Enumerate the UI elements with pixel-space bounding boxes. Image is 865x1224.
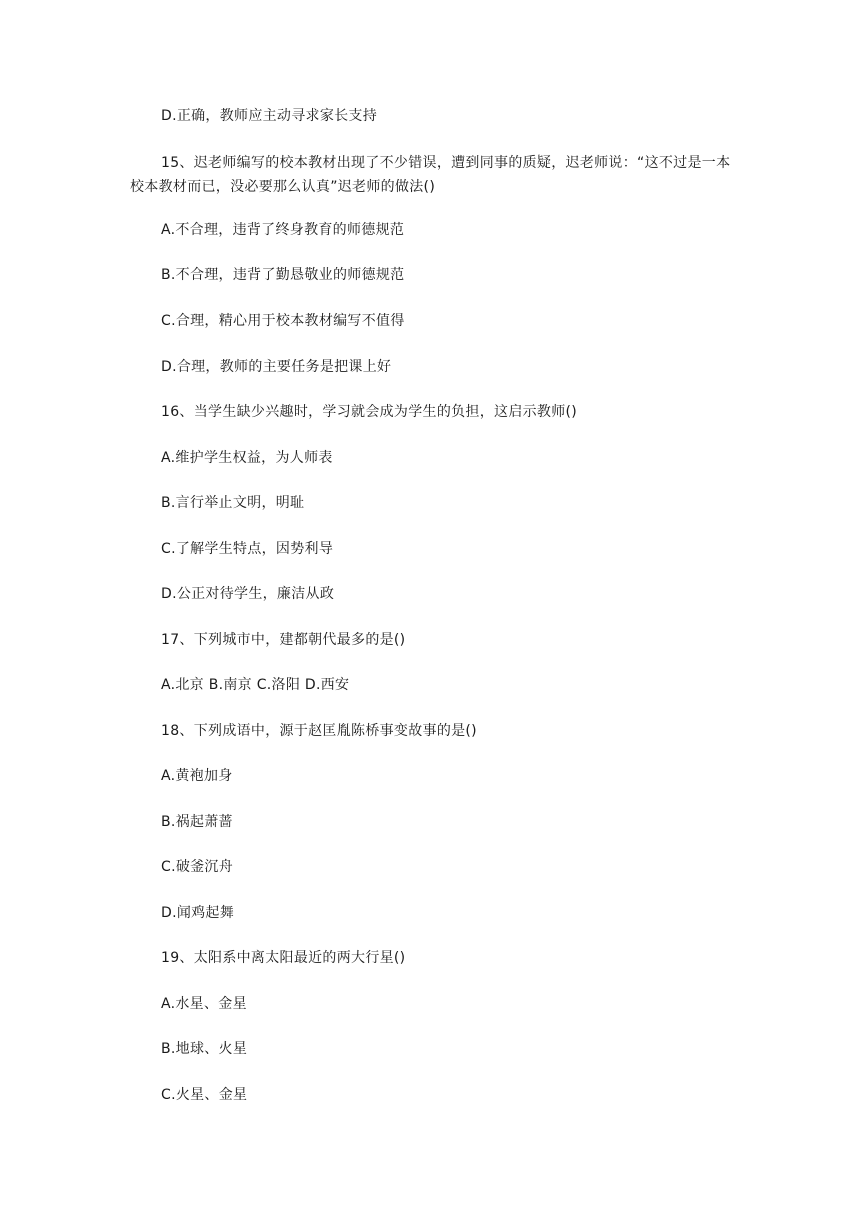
q15-question: 15、迟老师编写的校本教材出现了不少错误，遭到同事的质疑，迟老师说：“这不过是一本校本教材而已，没必要那么认真”迟老师的做法() bbox=[130, 155, 731, 195]
q18-option-c: C.破釜沉舟 bbox=[161, 859, 234, 875]
q14-option-d: D.正确，教师应主动寻求家长支持 bbox=[161, 108, 378, 124]
q18-option-b: B.祸起萧蔷 bbox=[161, 814, 233, 830]
q16-option-a: A.维护学生权益，为人师表 bbox=[161, 450, 333, 466]
q19-option-c: C.火星、金星 bbox=[161, 1087, 248, 1103]
q16-option-c: C.了解学生特点，因势利导 bbox=[161, 541, 334, 557]
q19-option-a: A.水星、金星 bbox=[161, 996, 247, 1012]
q19-question: 19、太阳系中离太阳最近的两大行星() bbox=[161, 950, 406, 966]
q17-options: A.北京 B.南京 C.洛阳 D.西安 bbox=[161, 677, 350, 693]
q16-option-b: B.言行举止文明，明耻 bbox=[161, 495, 305, 511]
q16-option-d: D.公正对待学生，廉洁从政 bbox=[161, 586, 335, 602]
q15-option-a: A.不合理，违背了终身教育的师德规范 bbox=[161, 222, 405, 238]
q15-option-d: D.合理，教师的主要任务是把课上好 bbox=[161, 359, 392, 375]
q15-option-c: C.合理，精心用于校本教材编写不值得 bbox=[161, 313, 405, 329]
q19-option-b: B.地球、火星 bbox=[161, 1041, 248, 1057]
q16-question: 16、当学生缺少兴趣时，学习就会成为学生的负担，这启示教师() bbox=[161, 404, 578, 420]
q18-option-d: D.闻鸡起舞 bbox=[161, 905, 235, 921]
q17-question: 17、下列城市中，建都朝代最多的是() bbox=[161, 632, 406, 648]
q15-option-b: B.不合理，违背了勤恳敬业的师德规范 bbox=[161, 267, 405, 283]
q18-question: 18、下列成语中，源于赵匡胤陈桥事变故事的是() bbox=[161, 723, 477, 739]
q18-option-a: A.黄袍加身 bbox=[161, 768, 233, 784]
